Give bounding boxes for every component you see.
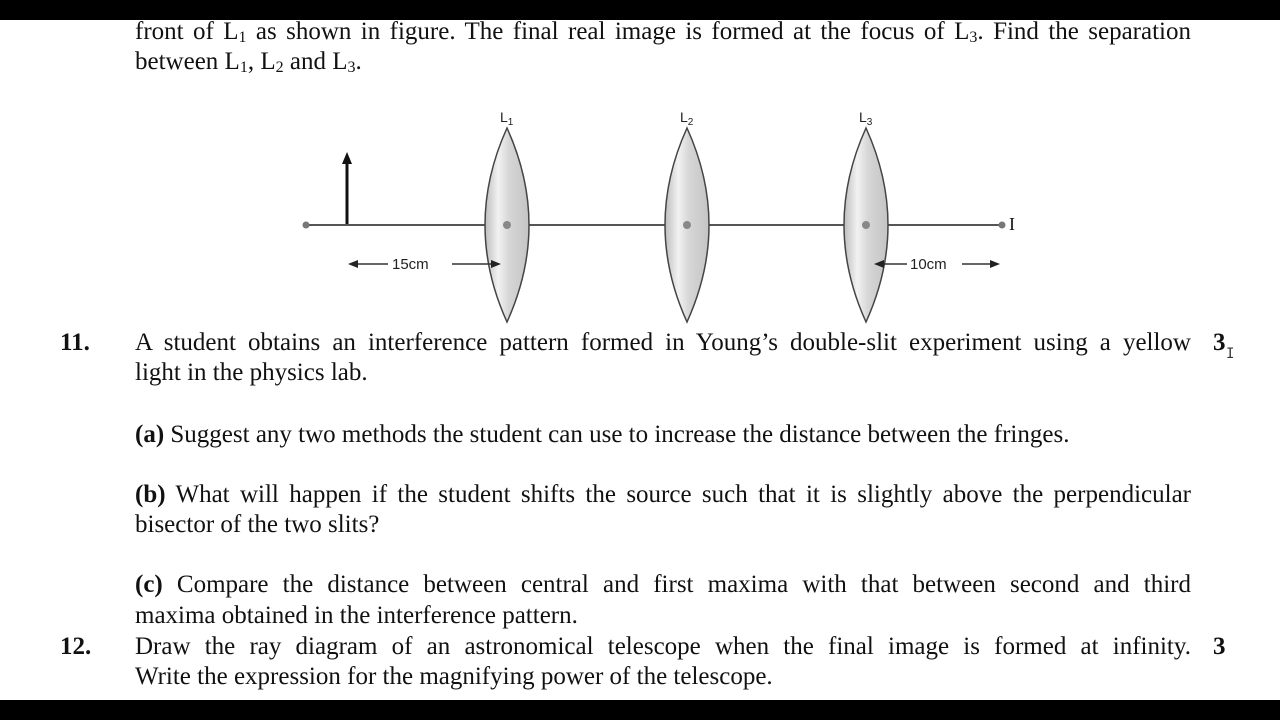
- q10-line-1: front of $L_1$ as shown in figure. The final real image is formed at the focus of $L_3$. Find the separation: [135, 18, 1191, 46]
- lens-l3: [844, 128, 888, 322]
- lens-label-l2: $L_2$: [680, 109, 694, 128]
- q11-line-2: light in the physics lab.: [135, 359, 368, 386]
- question-12-number: 12.: [60, 633, 92, 660]
- object-arrow-icon: [342, 152, 352, 224]
- q11-part-c-line-2: maxima obtained in the interference pattern.: [135, 602, 578, 629]
- dimension-10cm: [874, 256, 1000, 273]
- dimension-15cm: [348, 256, 501, 273]
- q11-line-1: A student obtains an interference pattern formed in Young’s double-slit experiment using a yellow: [135, 329, 1191, 356]
- question-11-number: 11.: [60, 329, 90, 356]
- lens-system-diagram: [290, 100, 1030, 330]
- lens-l2: [665, 128, 709, 322]
- text-cursor-icon: I: [1226, 346, 1235, 362]
- lens-label-l1: $L_1$: [500, 109, 514, 128]
- q11-part-b-line-1: (b) What will happen if the student shifts the source such that it is slightly above the perpendicular: [135, 481, 1191, 508]
- q11-part-a: (a) Suggest any two methods the student can use to increase the distance between the fringes.: [135, 421, 1070, 448]
- svg-text:10cm: 10cm: [910, 256, 947, 273]
- q12-line-1: Draw the ray diagram of an astronomical telescope when the final image is formed at infinity.: [135, 633, 1191, 660]
- q10-line-2: between $L_1$, $L_2$ and $L_3$.: [135, 48, 362, 76]
- lens-label-l3: $L_3$: [859, 109, 873, 128]
- q12-marks: 3: [1213, 633, 1226, 660]
- svg-text:15cm: 15cm: [392, 256, 429, 273]
- q11-part-c-line-1: (c) Compare the distance between central and first maxima with that between second and third: [135, 571, 1191, 598]
- q11-marks: 3: [1213, 329, 1226, 356]
- q11-part-b-line-2: bisector of the two slits?: [135, 511, 380, 538]
- q12-line-2: Write the expression for the magnifying power of the telescope.: [135, 663, 773, 690]
- bottom-black-bar: [0, 700, 1280, 720]
- image-label: I: [1009, 214, 1015, 234]
- lens-l1: [485, 128, 529, 322]
